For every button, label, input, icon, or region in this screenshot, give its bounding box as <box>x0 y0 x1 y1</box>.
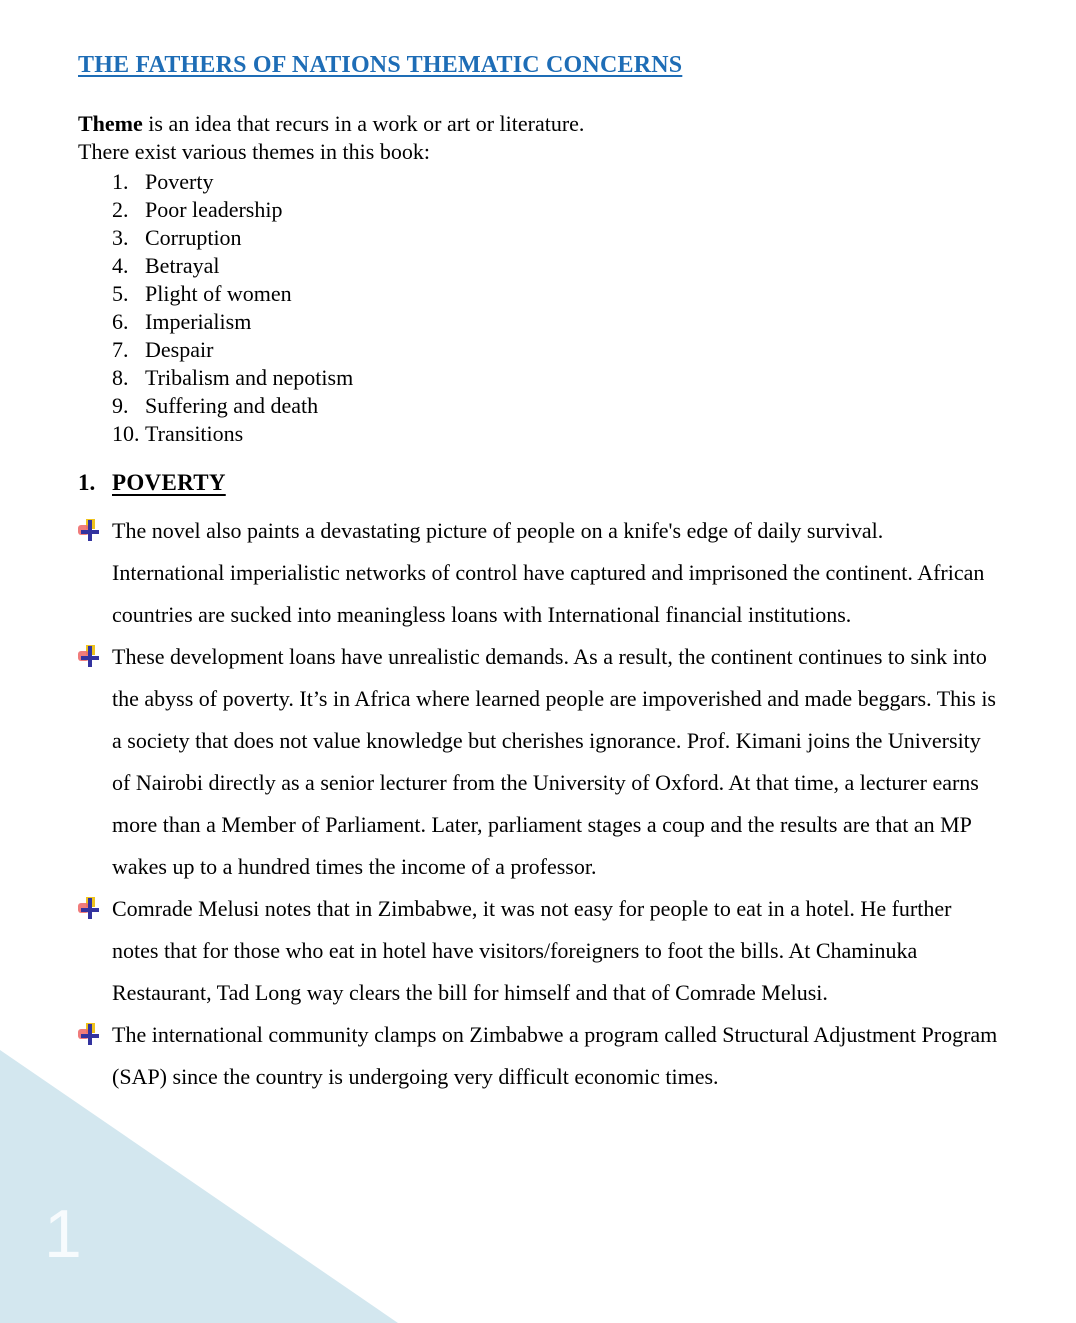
bullet-down-arrow-icon <box>78 645 100 674</box>
section-heading <box>78 468 1002 498</box>
bullet-item <box>78 510 1002 636</box>
themes-intro-line: There exist various themes in this book: <box>78 139 430 164</box>
theme-word-bold: Theme <box>78 111 143 136</box>
section-title: POVERTY <box>112 470 226 495</box>
theme-item-label: Despair <box>145 337 214 362</box>
theme-item-label: Betrayal <box>145 253 220 278</box>
document-content <box>78 50 1002 1098</box>
theme-item-label: Imperialism <box>145 309 252 334</box>
bullet-item <box>78 888 1002 1014</box>
theme-item-label: Transitions <box>145 421 244 446</box>
theme-list-item <box>112 308 1002 336</box>
theme-item-number: 4. <box>112 253 129 278</box>
theme-item-number: 10. <box>112 421 140 446</box>
theme-item-number: 8. <box>112 365 129 390</box>
themes-list <box>78 168 1002 448</box>
theme-item-label: Plight of women <box>145 281 292 306</box>
bullet-down-arrow-icon <box>78 897 100 926</box>
theme-item-number: 7. <box>112 337 129 362</box>
theme-list-item <box>112 420 1002 448</box>
bullet-text: The novel also paints a devastating picture of people on a knife's edge of daily survival. International imperialistic networks of control have captured and imprisoned the continent. African countries are sucked into meaningless loans with International financial institutions. <box>112 518 985 627</box>
theme-definition-line <box>78 110 1002 138</box>
theme-item-label: Poor leadership <box>145 197 283 222</box>
theme-list-item <box>112 364 1002 392</box>
theme-item-label: Tribalism and nepotism <box>145 365 354 390</box>
theme-list-item <box>112 196 1002 224</box>
bullet-item <box>78 636 1002 888</box>
theme-list-item <box>112 252 1002 280</box>
theme-list-item <box>112 224 1002 252</box>
theme-list-item <box>112 392 1002 420</box>
bullet-down-arrow-icon <box>78 519 100 548</box>
theme-item-number: 1. <box>112 169 129 194</box>
theme-item-label: Suffering and death <box>145 393 319 418</box>
theme-item-number: 2. <box>112 197 129 222</box>
bullet-text: The international community clamps on Zimbabwe a program called Structural Adjustment Program (SAP) since the country is undergoing very difficult economic times. <box>112 1022 998 1089</box>
theme-item-number: 9. <box>112 393 129 418</box>
theme-definition-rest: is an idea that recurs in a work or art or literature. <box>142 111 585 136</box>
theme-item-number: 3. <box>112 225 129 250</box>
bullet-text: Comrade Melusi notes that in Zimbabwe, it was not easy for people to eat in a hotel. He further notes that for those who eat in hotel have visitors/foreigners to foot the bills. At Chaminuka Restaurant, Tad Long way clears the bill for himself and that of Comrade Melusi. <box>112 896 952 1005</box>
theme-item-label: Corruption <box>145 225 242 250</box>
bullet-text: These development loans have unrealistic demands. As a result, the continent continues to sink into the abyss of poverty. It’s in Africa where learned people are impoverished and made beggars. This is a society that does not value knowledge but cherishes ignorance. Prof. Kimani joins the University of Nairobi directly as a senior lecturer from the University of Oxford. At that time, a lecturer earns more than a Member of Parliament. Later, parliament stages a coup and the results are that an MP wakes up to a hundred times the income of a professor. <box>112 644 996 879</box>
theme-item-label: Poverty <box>145 169 214 194</box>
page-number: 1 <box>44 1196 82 1272</box>
theme-item-number: 6. <box>112 309 129 334</box>
section-number: 1. <box>78 470 96 495</box>
document-title: THE FATHERS OF NATIONS THEMATIC CONCERNS <box>78 52 683 78</box>
theme-list-item <box>112 336 1002 364</box>
bullet-item <box>78 1014 1002 1098</box>
theme-list-item <box>112 280 1002 308</box>
theme-item-number: 5. <box>112 281 129 306</box>
bullet-down-arrow-icon <box>78 1023 100 1052</box>
bullet-list <box>78 510 1002 1098</box>
theme-list-item <box>112 168 1002 196</box>
